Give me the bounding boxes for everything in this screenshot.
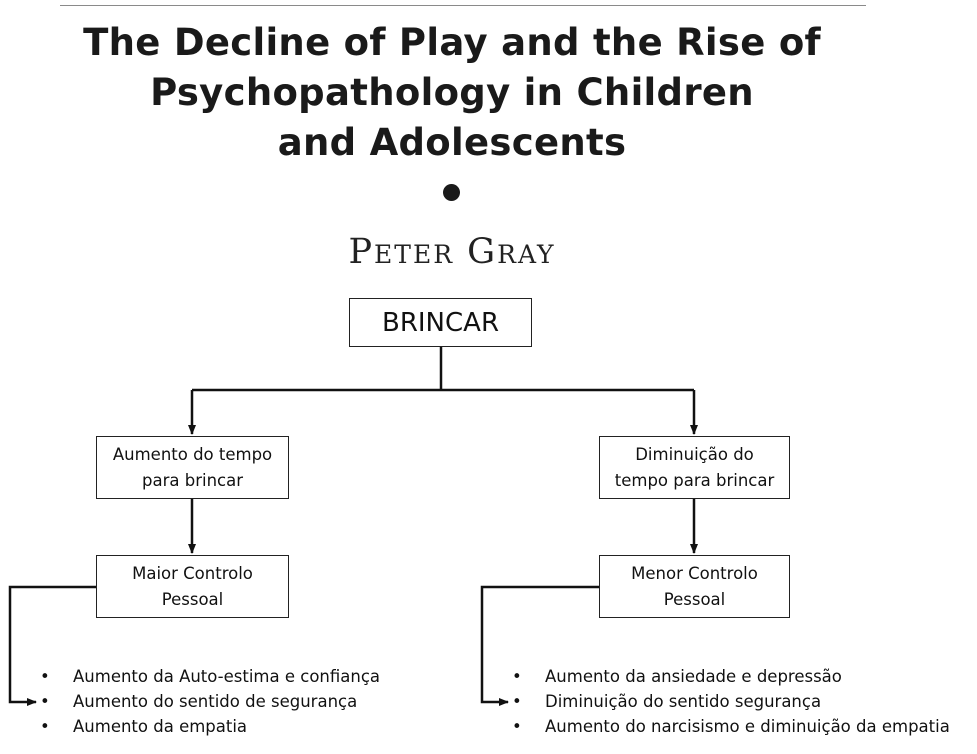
right-level2-box: [599, 555, 790, 618]
title-line-2: Psychopathology in Children: [150, 71, 754, 114]
left-bullet-item: • Aumento do sentido de segurança: [40, 689, 380, 714]
left-bullet-item: • Aumento da Auto-estima e confiança: [40, 664, 380, 689]
right-bullet-item: • Diminuição do sentido segurança: [512, 689, 950, 714]
title-line-1: The Decline of Play and the Rise of: [83, 21, 821, 64]
root-label: BRINCAR: [381, 307, 500, 338]
author-name: Peter Gray: [348, 232, 556, 272]
left-level2-box: [96, 555, 289, 618]
title-line-3: and Adolescents: [277, 121, 627, 164]
left-level1-line-2: para brincar: [142, 470, 243, 490]
right-bullet-item: • Aumento da ansiedade e depressão: [512, 664, 950, 689]
left-bullet-item: • Aumento da empatia: [40, 714, 380, 739]
left-level1-box: [96, 436, 289, 499]
right-level1-line-1: Diminuição do: [635, 444, 754, 464]
root-box-brincar: [349, 298, 532, 347]
right-level1-box: [599, 436, 790, 499]
left-level1-line-1: Aumento do tempo: [112, 444, 273, 464]
left-level2-line-2: Pessoal: [161, 589, 224, 609]
right-bullet-item: • Aumento do narcisismo e diminuição da empatia: [512, 714, 950, 739]
right-level2-line-2: Pessoal: [663, 589, 726, 609]
left-level2-line-1: Maior Controlo: [132, 563, 253, 583]
right-level1-line-2: tempo para brincar: [614, 470, 775, 490]
right-bullet-list: [512, 664, 950, 739]
left-bullet-list: [40, 664, 380, 739]
right-level2-line-1: Menor Controlo: [631, 563, 758, 583]
